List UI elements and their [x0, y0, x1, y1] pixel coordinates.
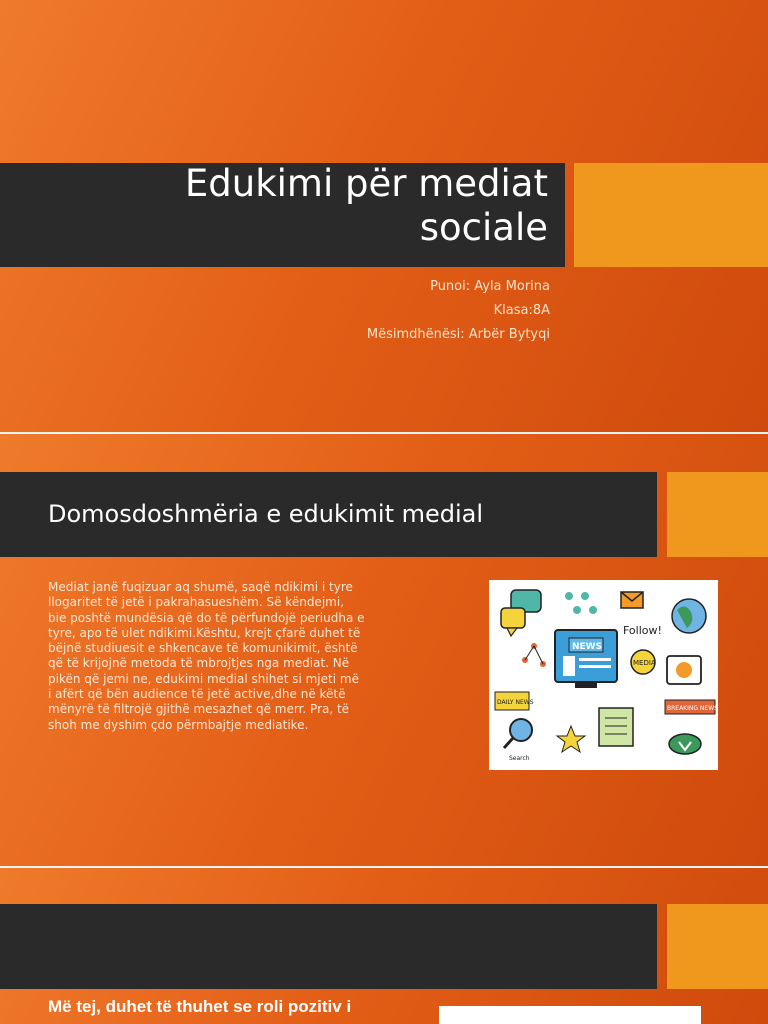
- breaking-news-label: BREAKING NEWS: [667, 705, 718, 712]
- accent-block: [574, 163, 768, 267]
- slide-title: Domosdoshmëria e edukimit medial: [48, 500, 484, 528]
- daily-news-label: DAILY NEWS: [497, 699, 534, 706]
- slide-title: Edukimi për mediat sociale: [184, 162, 548, 249]
- media-illustration: [489, 580, 718, 770]
- image-placeholder: [439, 1006, 701, 1024]
- media-label: MEDIA: [633, 659, 656, 667]
- follow-label: Follow!: [623, 624, 662, 637]
- news-label: NEWS: [572, 642, 603, 652]
- class-line: Klasa:8A: [493, 303, 550, 318]
- search-label: Search: [509, 755, 530, 762]
- author-line: Punoi: Ayla Morina: [430, 279, 550, 294]
- accent-block: [667, 904, 768, 989]
- accent-block: [667, 472, 768, 557]
- teacher-line: Mësimdhënësi: Arbër Bytyqi: [366, 327, 550, 342]
- body-text: Mediat janë fuqizuar aq shumë, saqë ndikimi i tyre llogaritet të jetë i pakrahasueshëm. Së këndejmi, bie poshtë mundësia që do të përfundojë periudha e tyre, apo të ulet ndikimi.Kështu, krejt çfarë duhet të bëjnë studiuesit e shkencave të komunikimit, është që të krijojnë metoda të mbrojtjes nga mediat. Në pikën që jemi ne, edukimi medial shihet si mjeti më i afërt që bën audience të jetë active,dhe në këtë mënyrë të filtrojë gjithë mesazhet që merr. Pra, të shoh me dyshim çdo përmbajtje mediatike.: [48, 580, 365, 732]
- title-bar: [0, 904, 657, 989]
- body-text: Më tej, duhet të thuhet se roli pozitiv i: [48, 997, 352, 1016]
